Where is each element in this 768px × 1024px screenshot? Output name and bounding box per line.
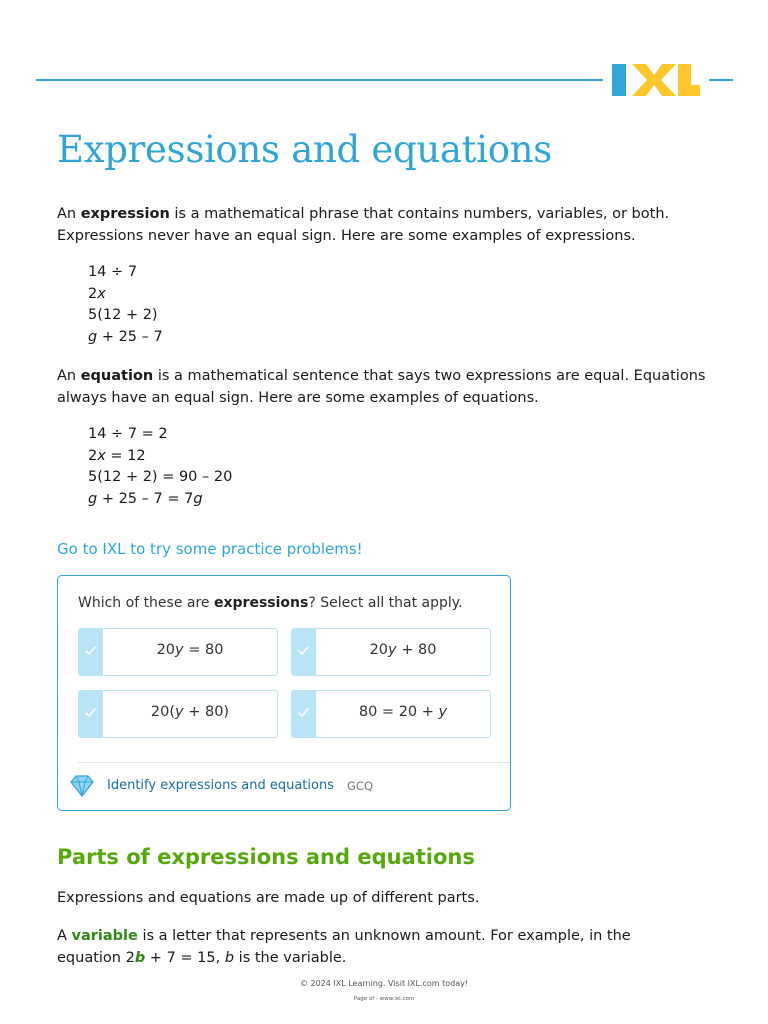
answer-choice-label: 20y = 80 <box>156 642 224 658</box>
footer-copyright: © 2024 IXL Learning. Visit IXL.com today! <box>299 979 469 988</box>
equation-example: 5(12 + 2) = 90 – 20 <box>88 469 233 485</box>
answer-choice-1[interactable] <box>78 628 278 676</box>
skill-code: GCQ <box>347 779 373 793</box>
answer-choice-3[interactable] <box>78 690 278 738</box>
expression-example: 5(12 + 2) <box>88 307 158 323</box>
skill-link[interactable]: Identify expressions and equations <box>107 778 334 793</box>
equation-example: 14 ÷ 7 = 2 <box>88 426 168 442</box>
equation-example: g + 25 – 7 = 7g <box>88 490 203 507</box>
section-title: Parts of expressions and equations <box>57 845 475 869</box>
page-title: Expressions and equations <box>57 128 552 171</box>
check-icon <box>298 645 309 656</box>
answer-choice-2[interactable] <box>291 628 491 676</box>
equation-term: equation <box>80 368 154 384</box>
answer-choice-label: 20(y + 80) <box>150 704 230 720</box>
expression-example: 14 ÷ 7 <box>88 264 138 280</box>
checkbox-tab[interactable] <box>79 629 103 675</box>
practice-link[interactable]: Go to IXL to try some practice problems! <box>57 540 363 558</box>
expression-example: 2x <box>88 285 106 302</box>
answer-choice-label: 80 = 20 + y <box>358 704 448 720</box>
equation-example: 2x = 12 <box>88 447 146 464</box>
expression-definition: An expression is a mathematical phrase that contains numbers, variables, or both. Expressions never have an equal sign. Here are some examples of expressions. <box>57 206 670 244</box>
expression-example: g + 25 – 7 <box>88 328 163 345</box>
practice-question-card <box>57 575 511 811</box>
ixl-logo[interactable] <box>612 64 700 96</box>
expression-term: expression <box>80 206 170 222</box>
equation-examples <box>88 424 232 510</box>
checkbox-tab[interactable] <box>79 691 103 737</box>
check-icon <box>85 645 96 656</box>
equation-definition: An equation is a mathematical sentence that says two expressions are equal. Equations always have an equal sign. Here are some examples of equations. <box>57 368 706 406</box>
diamond-icon <box>70 775 94 797</box>
variable-definition: A variable is a letter that represents an unknown amount. For example, in the equation 2b + 7 = 15, b is the variable. <box>57 928 631 966</box>
answer-choice-label: 20y + 80 <box>369 642 437 658</box>
expression-examples <box>88 262 163 348</box>
question-prompt: Which of these are expressions? Select all that apply. <box>78 595 463 611</box>
check-icon <box>85 707 96 718</box>
header-rule-left <box>36 79 603 81</box>
checkbox-tab[interactable] <box>292 691 316 737</box>
checkbox-tab[interactable] <box>292 629 316 675</box>
card-divider <box>78 762 510 763</box>
variable-term: variable <box>71 928 138 944</box>
answer-choice-4[interactable] <box>291 690 491 738</box>
footer-page-info: Page of - www.ixl.com <box>353 996 415 1002</box>
parts-intro: Expressions and equations are made up of different parts. <box>57 890 480 906</box>
header-rule-right <box>709 79 733 81</box>
check-icon <box>298 707 309 718</box>
